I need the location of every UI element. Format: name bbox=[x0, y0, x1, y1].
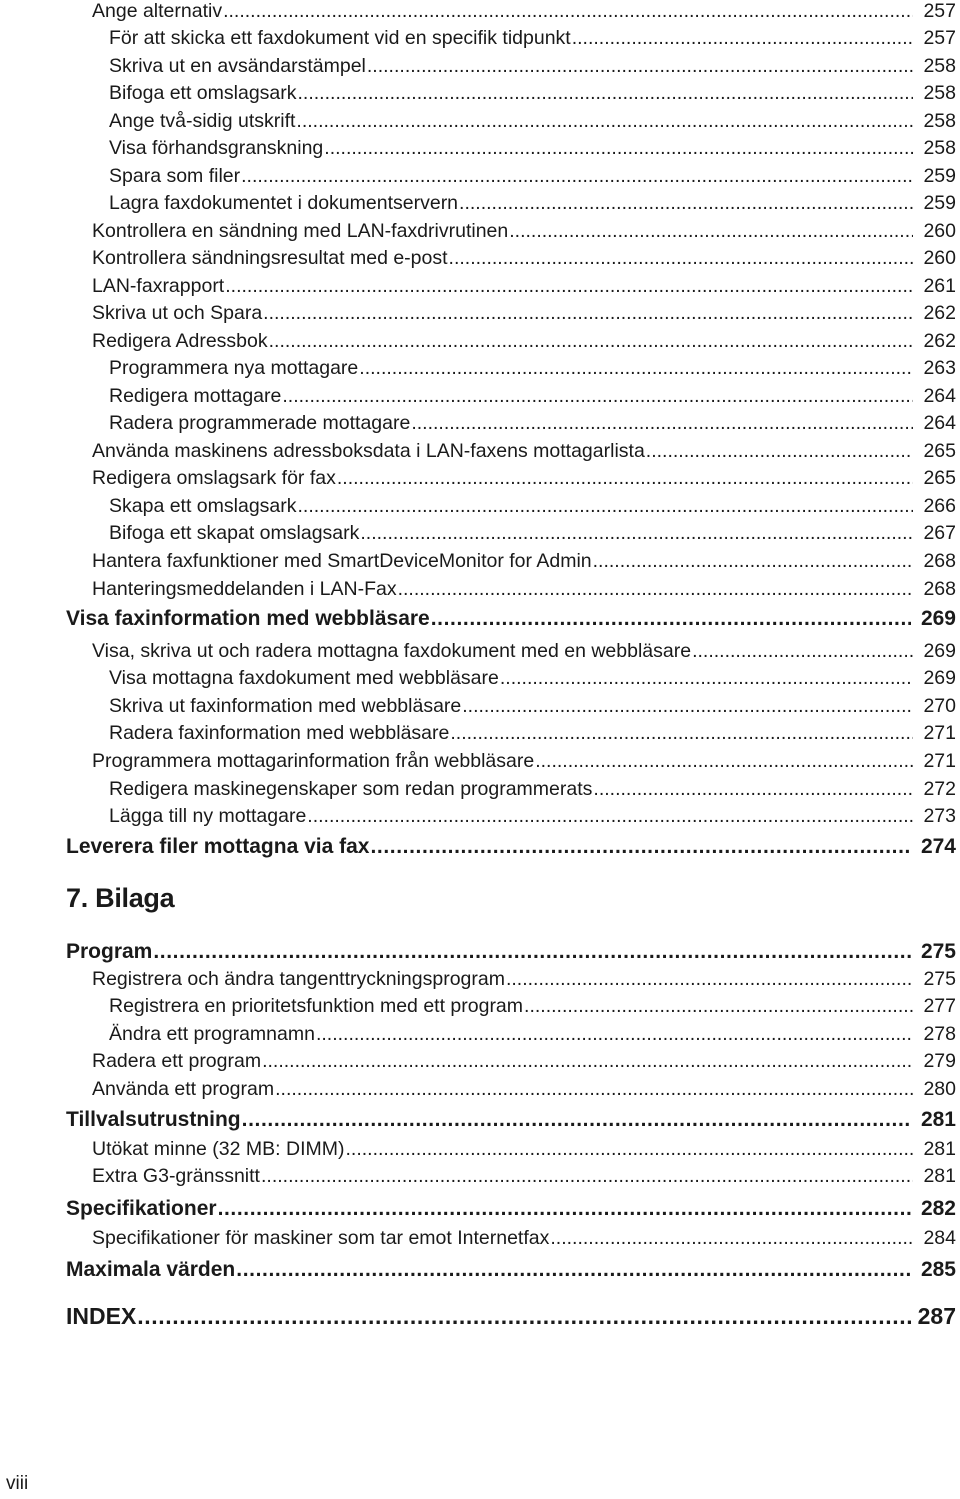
toc-entry-title: Leverera filer mottagna via fax bbox=[66, 835, 370, 858]
toc-entry-title: Tillvalsutrustning bbox=[66, 1108, 241, 1131]
toc-entry-title: INDEX bbox=[66, 1303, 137, 1329]
toc-entry-page: 266 bbox=[923, 495, 956, 517]
toc-entry-page: 264 bbox=[923, 385, 956, 407]
dot-leader bbox=[572, 27, 913, 50]
toc-entry-title: Registrera en prioritetsfunktion med ett program bbox=[109, 995, 524, 1017]
toc-entry-page: 258 bbox=[923, 82, 956, 104]
toc-entry[interactable] bbox=[66, 1258, 956, 1282]
toc-entry-page: 269 bbox=[920, 607, 956, 630]
toc-entry-page: 268 bbox=[923, 578, 956, 600]
dot-leader bbox=[298, 495, 913, 518]
toc-entry-page: 263 bbox=[923, 357, 956, 379]
dot-leader bbox=[411, 412, 913, 435]
toc-entry[interactable] bbox=[109, 995, 956, 1018]
dot-leader bbox=[337, 467, 913, 490]
dot-leader bbox=[223, 0, 913, 23]
dot-leader bbox=[692, 640, 913, 663]
toc-entry[interactable] bbox=[109, 1023, 956, 1046]
toc-entry-title: Registrera och ändra tangenttryckningsprogram bbox=[92, 968, 505, 990]
toc-entry-page: 281 bbox=[923, 1138, 956, 1160]
toc-entry[interactable] bbox=[92, 0, 956, 23]
toc-entry-page: 287 bbox=[917, 1303, 956, 1329]
dot-leader bbox=[449, 247, 913, 270]
toc-entry[interactable] bbox=[109, 165, 956, 188]
dot-leader bbox=[345, 1138, 913, 1161]
toc-entry[interactable] bbox=[109, 82, 956, 105]
toc-entry-title: Radera ett program bbox=[92, 1050, 262, 1072]
toc-entry[interactable] bbox=[92, 275, 956, 298]
dot-leader bbox=[263, 302, 913, 325]
dot-leader bbox=[506, 968, 913, 991]
dot-leader bbox=[261, 1165, 913, 1188]
toc-entry-title: Skriva ut faxinformation med webbläsare bbox=[109, 695, 462, 717]
toc-entry[interactable] bbox=[109, 722, 956, 745]
toc-entry[interactable] bbox=[109, 778, 956, 801]
toc-entry-page: 258 bbox=[923, 110, 956, 132]
toc-entry-title: Extra G3-gränssnitt bbox=[92, 1165, 260, 1187]
toc-entry-page: 282 bbox=[920, 1197, 956, 1220]
toc-entry[interactable] bbox=[92, 550, 956, 573]
dot-leader bbox=[500, 667, 913, 690]
dot-leader bbox=[282, 385, 913, 408]
toc-entry[interactable] bbox=[92, 220, 956, 243]
toc-entry-page: 277 bbox=[923, 995, 956, 1017]
toc-entry[interactable] bbox=[92, 1078, 956, 1101]
toc-entry-title: Skriva ut och Spara bbox=[92, 302, 263, 324]
toc-entry[interactable] bbox=[109, 522, 956, 545]
toc-entry-page: 257 bbox=[923, 27, 956, 49]
toc-entry-title: LAN-faxrapport bbox=[92, 275, 225, 297]
toc-entry-page: 264 bbox=[923, 412, 956, 434]
dot-leader bbox=[324, 137, 913, 160]
toc-entry-page: 258 bbox=[923, 137, 956, 159]
dot-leader bbox=[298, 82, 913, 105]
toc-entry[interactable] bbox=[66, 1303, 956, 1330]
page-number: viii bbox=[6, 1473, 29, 1494]
toc-entry[interactable] bbox=[109, 27, 956, 50]
toc-entry-page: 260 bbox=[923, 220, 956, 242]
dot-leader bbox=[450, 722, 913, 745]
toc-entry-title: Ange två-sidig utskrift bbox=[109, 110, 296, 132]
toc-entry-title: Visa faxinformation med webbläsare bbox=[66, 607, 430, 630]
toc-entry-page: 270 bbox=[923, 695, 956, 717]
toc-entry-page: 275 bbox=[920, 940, 956, 963]
toc-entry-page: 274 bbox=[920, 835, 956, 858]
toc-entry-title: Ange alternativ bbox=[92, 0, 223, 22]
dot-leader bbox=[137, 1303, 911, 1330]
toc-entry-title: Radera programmerade mottagare bbox=[109, 412, 411, 434]
dot-leader bbox=[236, 1258, 911, 1282]
dot-leader bbox=[524, 995, 913, 1018]
toc-entry[interactable] bbox=[92, 1138, 956, 1161]
toc-entry-title: Lägga till ny mottagare bbox=[109, 805, 307, 827]
dot-leader bbox=[242, 1108, 911, 1132]
dot-leader bbox=[296, 110, 913, 133]
dot-leader bbox=[462, 695, 913, 718]
toc-entry-title: Maximala värden bbox=[66, 1258, 236, 1281]
toc-entry-page: 268 bbox=[923, 550, 956, 572]
toc-entry[interactable] bbox=[92, 440, 956, 463]
toc-entry[interactable] bbox=[66, 607, 956, 631]
dot-leader bbox=[360, 522, 913, 545]
dot-leader bbox=[241, 165, 913, 188]
dot-leader bbox=[218, 1197, 911, 1221]
toc-entry-page: 284 bbox=[923, 1227, 956, 1249]
toc-entry-title: Spara som filer bbox=[109, 165, 241, 187]
dot-leader bbox=[398, 578, 913, 601]
toc-entry-title: Programmera nya mottagare bbox=[109, 357, 359, 379]
toc-entry-title: Program bbox=[66, 940, 153, 963]
toc-entry-title: Lagra faxdokumentet i dokumentservern bbox=[109, 192, 459, 214]
toc-entry-page: 281 bbox=[920, 1108, 956, 1131]
toc-entry-page: 258 bbox=[923, 55, 956, 77]
toc-entry-title: För att skicka ett faxdokument vid en specifik tidpunkt bbox=[109, 27, 571, 49]
toc-entry-title: Ändra ett programnamn bbox=[109, 1023, 315, 1045]
toc-entry-title: Hanteringsmeddelanden i LAN-Fax bbox=[92, 578, 397, 600]
toc-entry[interactable] bbox=[109, 55, 956, 78]
toc-entry-page: 259 bbox=[923, 192, 956, 214]
dot-leader bbox=[550, 1227, 913, 1250]
toc-entry-title: Specifikationer bbox=[66, 1197, 217, 1220]
toc-entry[interactable] bbox=[109, 357, 956, 380]
dot-leader bbox=[646, 440, 913, 463]
dot-leader bbox=[509, 220, 913, 243]
toc-entry[interactable] bbox=[109, 695, 956, 718]
toc-entry[interactable] bbox=[109, 412, 956, 435]
dot-leader bbox=[535, 750, 913, 773]
toc-entry[interactable] bbox=[66, 940, 956, 964]
dot-leader bbox=[431, 607, 911, 631]
toc-entry-title: Skriva ut en avsändarstämpel bbox=[109, 55, 366, 77]
dot-leader bbox=[225, 275, 913, 298]
toc-entry-page: 260 bbox=[923, 247, 956, 269]
toc-entry-title: Bifoga ett omslagsark bbox=[109, 82, 297, 104]
toc-entry-title: Kontrollera en sändning med LAN-faxdrivrutinen bbox=[92, 220, 509, 242]
toc-entry-page: 280 bbox=[923, 1078, 956, 1100]
toc-entry-title: Redigera Adressbok bbox=[92, 330, 268, 352]
toc-entry-page: 269 bbox=[923, 667, 956, 689]
toc-entry-page: 275 bbox=[923, 968, 956, 990]
toc-entry-page: 262 bbox=[923, 302, 956, 324]
toc-entry[interactable] bbox=[92, 467, 956, 490]
toc-entry[interactable] bbox=[92, 330, 956, 353]
dot-leader bbox=[593, 550, 913, 573]
toc-entry-page: 273 bbox=[923, 805, 956, 827]
dot-leader bbox=[307, 805, 913, 828]
toc-entry-page: 269 bbox=[923, 640, 956, 662]
toc-entry-title: Specifikationer för maskiner som tar emot Internetfax bbox=[92, 1227, 550, 1249]
dot-leader bbox=[269, 330, 913, 353]
dot-leader bbox=[367, 55, 913, 78]
toc-entry-title: Redigera mottagare bbox=[109, 385, 282, 407]
toc-entry-title: Använda ett program bbox=[92, 1078, 275, 1100]
toc-entry-title: Använda maskinens adressboksdata i LAN-faxens mottagarlista bbox=[92, 440, 645, 462]
dot-leader bbox=[153, 940, 911, 964]
chapter-heading: 7. Bilaga bbox=[66, 883, 175, 913]
toc-entry-page: 265 bbox=[923, 467, 956, 489]
dot-leader bbox=[275, 1078, 913, 1101]
toc-entry-page: 262 bbox=[923, 330, 956, 352]
toc-entry[interactable] bbox=[92, 1227, 956, 1250]
toc-entry-title: Visa, skriva ut och radera mottagna faxdokument med en webbläsare bbox=[92, 640, 692, 662]
toc-entry[interactable] bbox=[109, 137, 956, 160]
toc-entry[interactable] bbox=[92, 578, 956, 601]
dot-leader bbox=[262, 1050, 913, 1073]
toc-entry[interactable] bbox=[109, 192, 956, 215]
toc-entry-title: Programmera mottagarinformation från webbläsare bbox=[92, 750, 535, 772]
toc-entry-page: 257 bbox=[923, 0, 956, 22]
toc-entry-page: 279 bbox=[923, 1050, 956, 1072]
toc-entry[interactable] bbox=[92, 750, 956, 773]
toc-entry-page: 271 bbox=[923, 722, 956, 744]
toc-entry[interactable] bbox=[66, 835, 956, 859]
dot-leader bbox=[316, 1023, 913, 1046]
toc-entry-page: 272 bbox=[923, 778, 956, 800]
toc-entry[interactable] bbox=[109, 495, 956, 518]
dot-leader bbox=[370, 835, 911, 859]
toc-entry-title: Radera faxinformation med webbläsare bbox=[109, 722, 450, 744]
toc-entry-title: Skapa ett omslagsark bbox=[109, 495, 297, 517]
toc-entry-page: 281 bbox=[923, 1165, 956, 1187]
toc-entry[interactable] bbox=[109, 805, 956, 828]
toc-entry-title: Visa mottagna faxdokument med webbläsare bbox=[109, 667, 499, 689]
dot-leader bbox=[359, 357, 913, 380]
toc-entry-title: Redigera omslagsark för fax bbox=[92, 467, 336, 489]
toc-entry-page: 271 bbox=[923, 750, 956, 772]
toc-entry-title: Utökat minne (32 MB: DIMM) bbox=[92, 1138, 345, 1160]
toc-entry[interactable] bbox=[66, 1197, 956, 1221]
toc-entry[interactable] bbox=[92, 968, 956, 991]
toc-entry-title: Visa förhandsgranskning bbox=[109, 137, 324, 159]
toc-entry[interactable] bbox=[92, 1165, 956, 1188]
toc-entry[interactable] bbox=[109, 110, 956, 133]
toc-entry-page: 285 bbox=[920, 1258, 956, 1281]
dot-leader bbox=[593, 778, 913, 801]
toc-entry[interactable] bbox=[92, 1050, 956, 1073]
toc-entry-page: 278 bbox=[923, 1023, 956, 1045]
toc-entry-title: Kontrollera sändningsresultat med e-post bbox=[92, 247, 448, 269]
dot-leader bbox=[459, 192, 913, 215]
toc-entry-title: Redigera maskinegenskaper som redan programmerats bbox=[109, 778, 593, 800]
toc-entry-title: Bifoga ett skapat omslagsark bbox=[109, 522, 360, 544]
toc-entry[interactable] bbox=[92, 640, 956, 663]
toc-entry[interactable] bbox=[109, 667, 956, 690]
toc-entry-page: 265 bbox=[923, 440, 956, 462]
toc-entry-title: Hantera faxfunktioner med SmartDeviceMonitor for Admin bbox=[92, 550, 592, 572]
toc-entry-page: 259 bbox=[923, 165, 956, 187]
toc-entry[interactable] bbox=[66, 1108, 956, 1132]
toc-entry[interactable] bbox=[92, 302, 956, 325]
toc-entry[interactable] bbox=[109, 385, 956, 408]
toc-entry-page: 267 bbox=[923, 522, 956, 544]
toc-entry-page: 261 bbox=[923, 275, 956, 297]
toc-entry[interactable] bbox=[92, 247, 956, 270]
